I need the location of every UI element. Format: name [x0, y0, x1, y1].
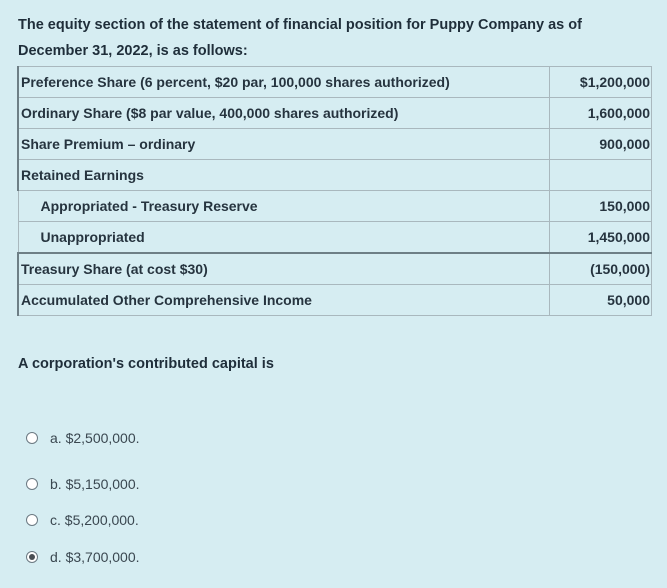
row-amount: 1,450,000 — [549, 222, 652, 254]
table-row — [18, 67, 652, 98]
row-label: Unappropriated — [18, 222, 549, 254]
option-label: a. $2,500,000. — [50, 430, 140, 446]
option-b[interactable] — [26, 476, 140, 492]
table-row — [18, 129, 652, 160]
row-label: Accumulated Other Comprehensive Income — [18, 285, 549, 316]
option-label: d. $3,700,000. — [50, 549, 140, 565]
row-amount — [549, 160, 652, 191]
radio-button-selected-icon[interactable] — [26, 551, 38, 563]
option-c[interactable] — [26, 512, 139, 528]
radio-button-icon[interactable] — [26, 514, 38, 526]
table-row — [18, 160, 652, 191]
table-row — [18, 191, 652, 222]
row-amount: 1,600,000 — [549, 98, 652, 129]
option-a[interactable] — [26, 430, 140, 446]
row-amount: (150,000) — [549, 253, 652, 285]
question-text: A corporation's contributed capital is — [18, 356, 274, 372]
row-label: Appropriated - Treasury Reserve — [18, 191, 549, 222]
table-row — [18, 222, 652, 254]
radio-button-icon[interactable] — [26, 432, 38, 444]
row-label: Treasury Share (at cost $30) — [18, 253, 549, 285]
row-amount: $1,200,000 — [549, 67, 652, 98]
row-label: Ordinary Share ($8 par value, 400,000 shares authorized) — [18, 98, 549, 129]
option-label: b. $5,150,000. — [50, 476, 140, 492]
table-row — [18, 285, 652, 316]
row-label: Retained Earnings — [18, 160, 549, 191]
equity-section-table — [17, 66, 652, 316]
table-row — [18, 98, 652, 129]
row-amount: 900,000 — [549, 129, 652, 160]
table-row — [18, 253, 652, 285]
row-amount: 50,000 — [549, 285, 652, 316]
option-label: c. $5,200,000. — [50, 512, 139, 528]
row-label: Preference Share (6 percent, $20 par, 100,000 shares authorized) — [18, 67, 549, 98]
row-amount: 150,000 — [549, 191, 652, 222]
option-d[interactable] — [26, 549, 140, 565]
question-intro-text: The equity section of the statement of financial position for Puppy Company as of December 31, 2022, is as follows: — [18, 17, 582, 59]
radio-button-icon[interactable] — [26, 478, 38, 490]
row-label: Share Premium – ordinary — [18, 129, 549, 160]
